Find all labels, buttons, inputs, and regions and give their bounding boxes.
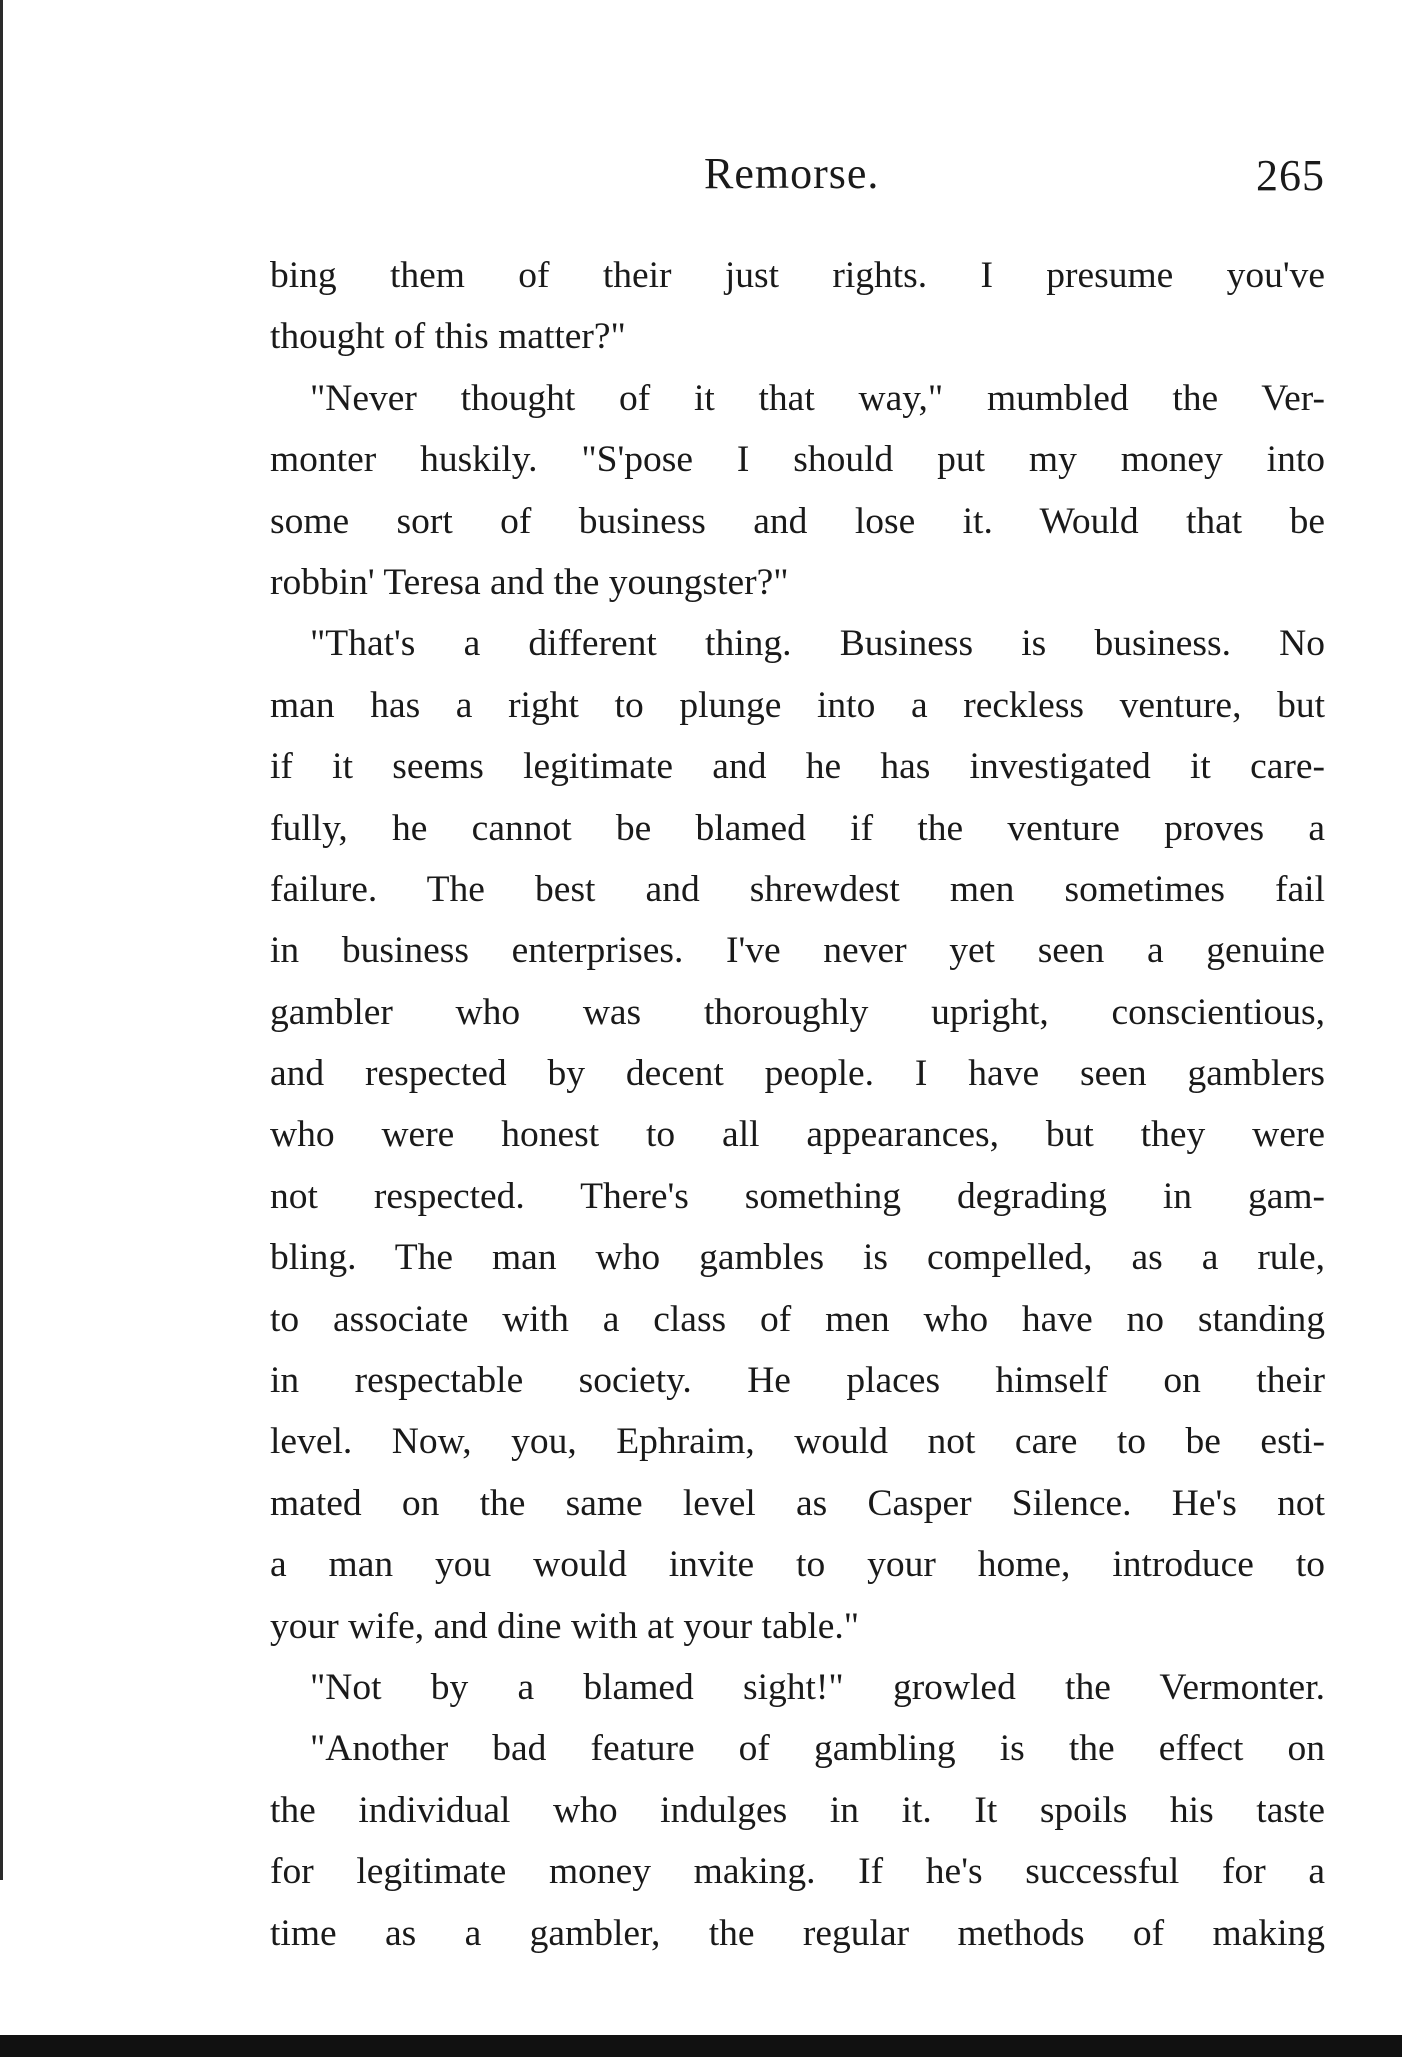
text-line: some sort of business and lose it. Would that be — [270, 500, 1325, 542]
page-left-edge — [0, 0, 13, 1880]
text-line: fully, he cannot be blamed if the venture proves a — [270, 807, 1325, 849]
text-line: level. Now, you, Ephraim, would not care to be esti- — [270, 1421, 1325, 1463]
text-line: man has a right to plunge into a reckless venture, but — [270, 684, 1325, 726]
text-line: robbin' Teresa and the youngster?" — [270, 561, 789, 603]
page-number: 265 — [1256, 151, 1325, 200]
page-header — [270, 148, 1325, 218]
text-line: for legitimate money making. If he's successful for a — [270, 1851, 1325, 1893]
running-title: Remorse. — [704, 149, 880, 198]
text-line: gambler who was thoroughly upright, conscientious, — [270, 991, 1325, 1033]
text-line: mated on the same level as Casper Silence. He's not — [270, 1482, 1325, 1524]
text-line: "Not by a blamed sight!" growled the Vermonter. — [310, 1666, 1325, 1708]
page-bottom-edge — [0, 2035, 1402, 2057]
text-line: bling. The man who gambles is compelled, as a rule, — [270, 1237, 1325, 1279]
text-line: the individual who indulges in it. It spoils his taste — [270, 1789, 1325, 1831]
text-line: monter huskily. "S'pose I should put my money into — [270, 439, 1325, 481]
text-line: failure. The best and shrewdest men sometimes fail — [270, 868, 1325, 910]
body-text — [270, 245, 1325, 1964]
text-line: in business enterprises. I've never yet seen a genuine — [270, 930, 1325, 972]
text-line: your wife, and dine with at your table." — [270, 1605, 860, 1647]
text-line: not respected. There's something degrading in gam- — [270, 1175, 1325, 1217]
text-line: thought of this matter?" — [270, 316, 626, 358]
text-line: and respected by decent people. I have seen gamblers — [270, 1053, 1325, 1095]
text-line: in respectable society. He places himself on their — [270, 1360, 1325, 1402]
text-line: "That's a different thing. Business is business. No — [310, 623, 1325, 665]
text-line: bing them of their just rights. I presume you've — [270, 255, 1325, 296]
text-line: a man you would invite to your home, introduce to — [270, 1544, 1325, 1586]
text-line: if it seems legitimate and he has investigated it care- — [270, 746, 1325, 788]
text-line: who were honest to all appearances, but they were — [270, 1114, 1325, 1156]
text-line: "Another bad feature of gambling is the effect on — [310, 1728, 1325, 1770]
text-line: time as a gambler, the regular methods of making — [270, 1912, 1325, 1954]
text-line: to associate with a class of men who have no standing — [270, 1298, 1325, 1340]
text-line: "Never thought of it that way," mumbled the Ver- — [310, 377, 1325, 419]
